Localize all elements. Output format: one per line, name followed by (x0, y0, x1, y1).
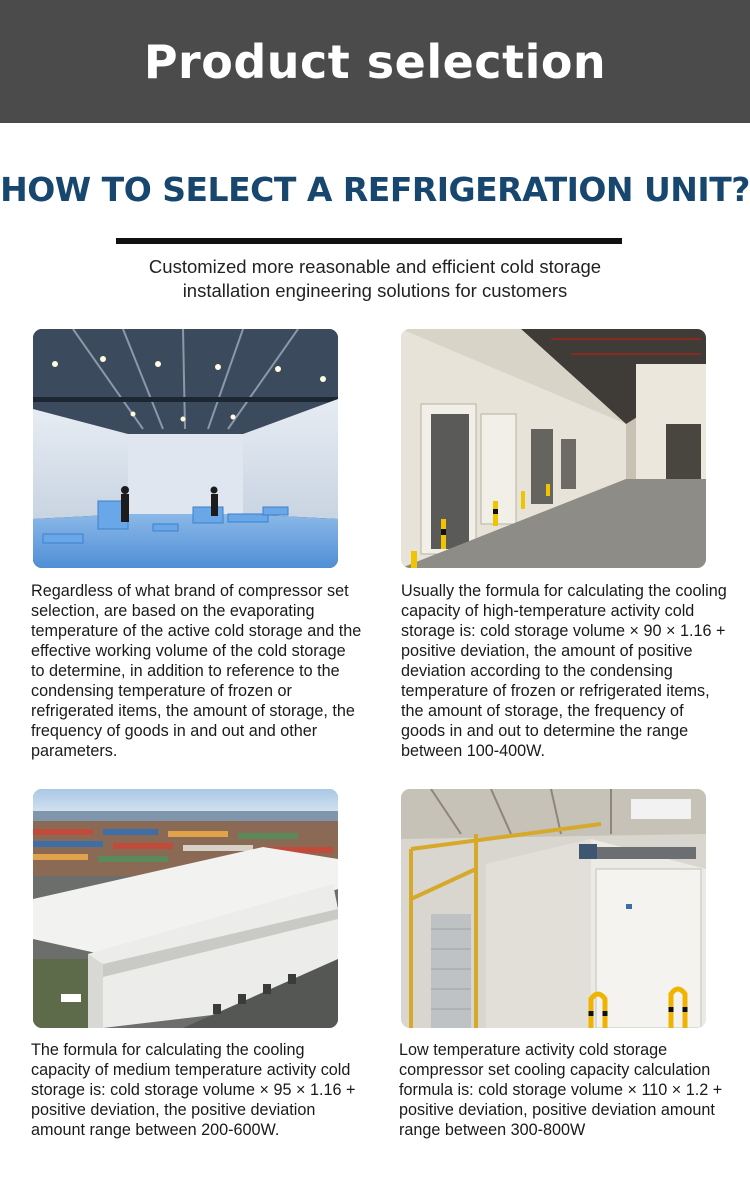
card-1-description: Regardless of what brand of compressor set selection, are based on the evaporating temperature of the active cold storage and the effective working volume of the cold storage to determine, in addition to reference to the condensing temperature of frozen or refrigerated items, the amount of storage, the frequency of goods in and out and other parameters. (31, 582, 362, 760)
section-subtitle (0, 255, 750, 303)
aerial-warehouse-photo (33, 789, 338, 1028)
cold-room-door-photo (401, 789, 706, 1028)
subtitle-line-1: Customized more reasonable and efficient cold storage (148, 256, 602, 277)
card-2-description: Usually the formula for calculating the cooling capacity of high-temperature activity cold storage is: cold storage volume × 90 × 1.16 + positive deviation, the amount of positive deviation according to the condensing temperature of frozen or refrigerated items, the amount of storage, the frequency of goods in and out to determine the range between 100-400W. (401, 582, 727, 760)
cold-storage-interior-photo (33, 329, 338, 568)
headline-divider (116, 238, 622, 244)
card-3-description: The formula for calculating the cooling capacity of medium temperature activity cold storage is: cold storage volume × 95 × 1.16 + positive deviation, the positive deviation amount range between 200-600W. (31, 1041, 356, 1139)
page-title: Product selection (143, 34, 607, 89)
section-headline: HOW TO SELECT A REFRIGERATION UNIT? (0, 170, 750, 209)
subtitle-line-2: installation engineering solutions for customers (182, 280, 568, 301)
title-banner (0, 0, 750, 123)
cold-storage-corridor-photo (401, 329, 706, 568)
card-4-description: Low temperature activity cold storage compressor set cooling capacity calculation formula is: cold storage volume × 110 × 1.2 + positive deviation, positive deviation amount range between 300-800W (399, 1041, 723, 1139)
